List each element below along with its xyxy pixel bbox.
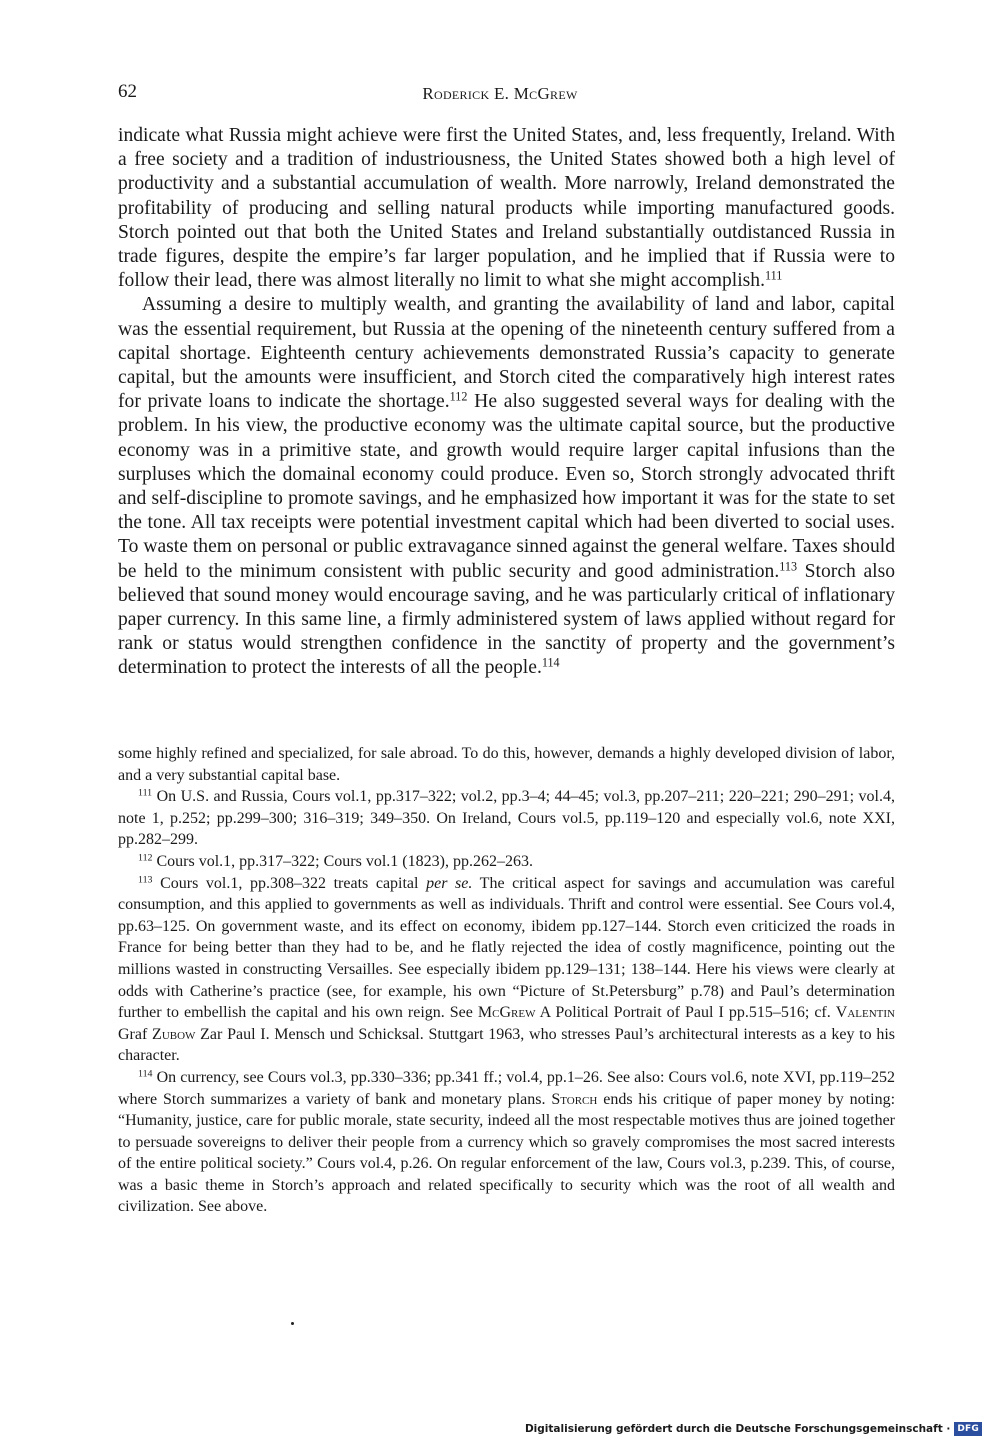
footnote-continued: some highly refined and specialized, for sale abroad. To do this, however, demands a highly developed division of labor, and a very substantial capital base. <box>118 745 895 784</box>
footnote-text: On currency, see Cours vol.3, pp.330–336; pp.341 ff.; vol.4, pp.1–26. See also: Cours vol.6, note XVI, pp.119–252 where Storch summarizes a variety of bank and monetary plans. <box>118 1068 895 1108</box>
footnotes <box>118 743 895 1218</box>
footnote-text: Cours vol.1, pp.317–322; Cours vol.1 (1823), pp.262–263. <box>152 852 533 870</box>
paragraph-2-text-c: Storch also believed that sound money would encourage saving, and he was particularly critical of inflationary paper currency. In this same line, a firmly administered system of laws applied without regard for rank or status would strengthen confidence in the sanctity of property and the government’s determination to protect the interests of all the people. <box>118 560 896 679</box>
dfg-logo-icon: DFG <box>954 1422 982 1436</box>
footnote-number: 112 <box>138 852 153 864</box>
author-name: Zubow <box>152 1025 196 1043</box>
footnote-ref-114: 114 <box>541 655 560 670</box>
footnote-text: Graf <box>118 1025 153 1043</box>
main-text <box>118 124 895 681</box>
paragraph-1-text: indicate what Russia might achieve were first the United States, and, less frequently, Ireland. With a free society and a tradition of industriousness, the United States showed both a high level of productivity and a substantial accumulation of wealth. More narrowly, Ireland demonstrated the profitability of producing and selling natural products while importing manufactured goods. Storch pointed out that both the United States and Ireland substantially outdistanced Russia in trade figures, despite the empire’s far larger population, and he implied that if Russia were to follow their lead, there was almost literally no limit to what she might accomplish. <box>118 125 895 292</box>
footnote-ref-111: 111 <box>765 268 783 283</box>
footnote-text: On U.S. and Russia, Cours vol.1, pp.317–322; vol.2, pp.3–4; 44–45; vol.3, pp.207–211; 220–221; 290–291; vol.4, note 1, p.252; pp.299–300; 316–319; 349–350. On Ireland, Cours vol.5, pp.119–120 and especially vol.6, note XXI, pp.282–299. <box>118 788 895 849</box>
credit-text: Digitalisierung gefördert durch die Deutsche Forschungsgemeinschaft · <box>524 1423 951 1435</box>
paragraph-2-text-a: Assuming a desire to multiply wealth, and granting the availability of land and labor, capital was the essential requirement, but Russia at the opening of the nineteenth century suffered from a capital shortage. Eighteenth century achievements demonstrated Russia’s capacity to generate capital, but the amounts were insufficient, and Storch cited the comparatively high interest rates for private loans to indicate the shortage. <box>118 294 895 413</box>
author-name: McGrew <box>477 1004 536 1022</box>
footnote-111 <box>118 786 895 851</box>
footnote-text: The critical aspect for savings and accumulation was careful consumption, and this applied to governments as well as individuals. Thrift and control were essential. See Cours vol.4, pp.63–125. On government waste, and its effect on economy, ibidem pp.127–144. Storch even criticized the roads in France for being better than they had to be, and he flatly rejected the idea of costly magnificence, pointing out the millions wasted in constructing Versailles. See especially ibidem pp.129–131; 138–144. Here his views were clearly at odds with Catherine’s practice (see, for example, his own “Picture of St.Petersburg” p.78) and Paul’s determination further to embellish the capital and his own reign. See <box>118 874 896 1022</box>
paragraph-2-text-b: He also suggested several ways for dealing with the problem. In his view, the productive economy was the ultimate capital source, but the productive economy was in a primitive state, and growth would require larger capital infusions than the surpluses which the domainal economy could produce. Even so, Storch strongly advocated thrift and self-discipline to promote savings, and he emphasized how important it was for the state to set the tone. All tax receipts were potential investment capital which had been diverted to social uses. To waste them on personal or public extravagance sinned against the general welfare. Taxes should be held to the minimum consistent with public security and good administration. <box>118 391 896 582</box>
footnote-number: 113 <box>138 874 153 886</box>
footnote-number: 111 <box>138 787 153 799</box>
footnote-113 <box>118 873 895 1067</box>
running-head: Roderick E. McGrew <box>422 84 578 103</box>
author-name: Storch <box>551 1090 598 1108</box>
footnote-number: 114 <box>138 1068 153 1080</box>
digitization-credit <box>525 1421 982 1437</box>
footnote-text: ends his critique of paper money by noting: “Humanity, justice, care for public morale, state security, indeed all the most respectable motives thus are joined together to persuade sovereigns to deliver their people from a currency which so gravely compromises the most sacred interests of the entire political society.” Cours vol.4, p.26. On regular enforcement of the law, Cours vol.3, p.239. This, of course, was a basic theme in Storch’s approach and related specifically to security which was the root of all wealth and civilization. See above. <box>118 1090 896 1216</box>
stray-dot-mark <box>291 1322 294 1325</box>
author-name: Valentin <box>835 1004 895 1022</box>
footnote-text: Cours vol.1, pp.308–322 treats capital <box>152 874 427 892</box>
paragraph-2 <box>118 293 895 680</box>
footnote-text: Zar Paul I. Mensch und Schicksal. Stuttgart 1963, who stresses Paul’s architectural interests as a key to his character. <box>118 1025 896 1065</box>
page-number: 62 <box>118 81 137 102</box>
footnote-text: A Political Portrait of Paul I pp.515–516; cf. <box>535 1004 836 1022</box>
footnote-112 <box>118 851 895 873</box>
footnote-ref-112: 112 <box>449 389 468 404</box>
paragraph-1 <box>118 124 895 293</box>
footnote-ref-113: 113 <box>779 558 798 573</box>
footnote-italic: per se. <box>426 874 473 892</box>
footnote-114 <box>118 1067 895 1218</box>
